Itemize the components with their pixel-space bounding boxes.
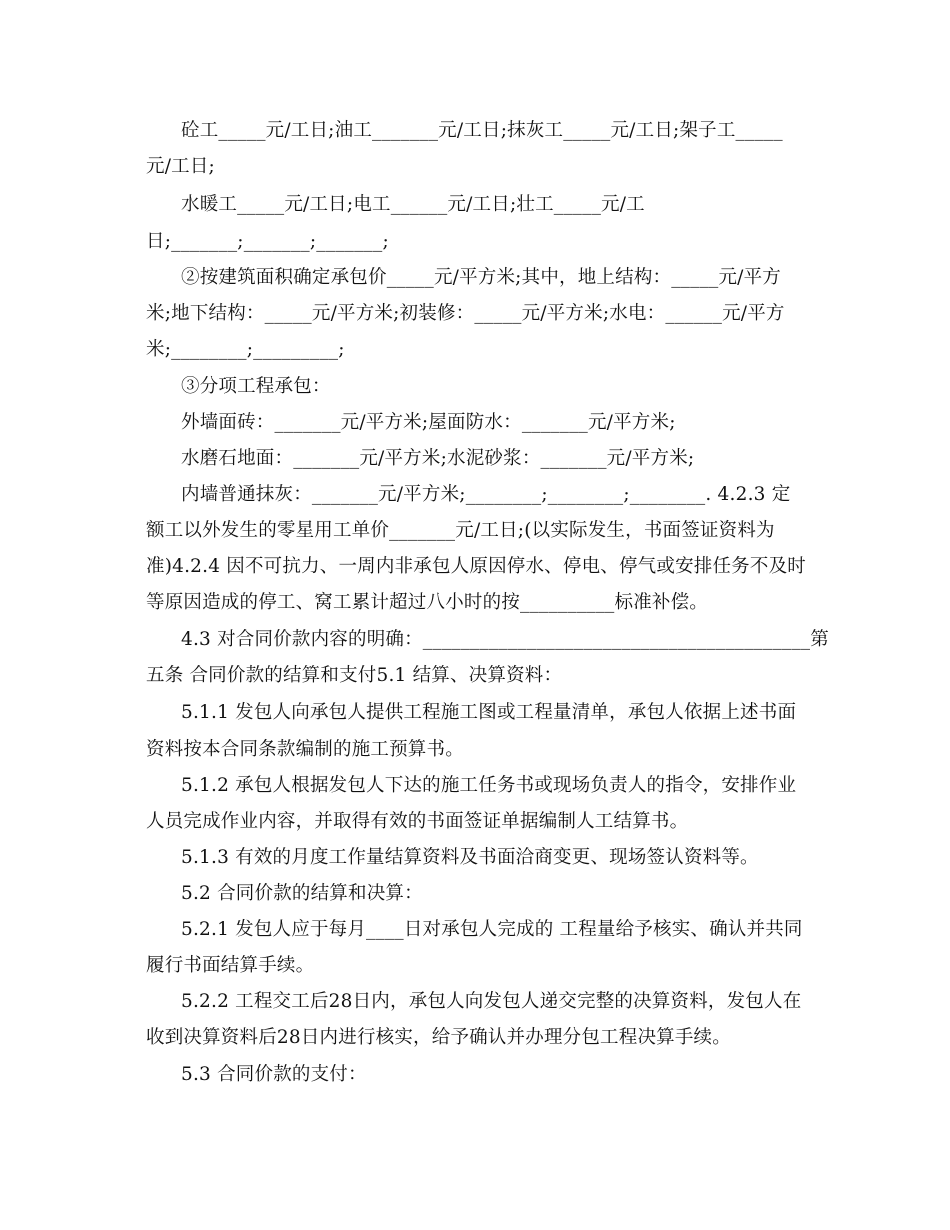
- text-line: 米;________;_________;: [146, 339, 345, 360]
- text-line: 水暖工_____元/工日;电工______元/工日;壮工_____元/工: [181, 194, 645, 215]
- text-line: 5.1.3 有效的月度工作量结算资料及书面洽商变更、现场签认资料等。: [181, 847, 759, 868]
- text-line: 额工以外发生的零星用工单价_______元/工日;(以实际发生，书面签证资料为: [146, 520, 775, 541]
- text-line: 收到决算资料后28日内进行核实，给予确认并办理分包工程决算手续。: [146, 1027, 731, 1048]
- text-line: 等原因造成的停工、窝工累计超过八小时的按__________标准补偿。: [146, 592, 709, 613]
- text-line: 外墙面砖：_______元/平方米;屋面防水：_______元/平方米;: [181, 412, 676, 433]
- text-line: 履行书面结算手续。: [146, 955, 315, 976]
- text-line: 5.2.1 发包人应于每月____日对承包人完成的 工程量给予核实、确认并共同: [181, 919, 803, 940]
- text-line: 砼工_____元/工日;油工_______元/工日;抹灰工_____元/工日;架子工_____: [181, 120, 783, 141]
- text-line: 日;_______;_______;_______;: [146, 231, 389, 252]
- text-line: ②按建筑面积确定承包价_____元/平方米;其中，地上结构：_____元/平方: [181, 267, 782, 288]
- text-line: 水磨石地面：_______元/平方米;水泥砂浆：_______元/平方米;: [181, 448, 695, 469]
- text-line: 4.3 对合同价款内容的明确：_________________________________________第: [181, 629, 829, 650]
- text-line: 5.3 合同价款的支付：: [181, 1064, 367, 1085]
- text-line: 内墙普通抹灰：_______元/平方米;________;________;________. 4.2.3 定: [181, 484, 791, 505]
- text-line: 5.1.1 发包人向承包人提供工程施工图或工程量清单，承包人依据上述书面: [181, 702, 797, 723]
- text-line: 5.2.2 工程交工后28日内，承包人向发包人递交完整的决算资料，发包人在: [181, 991, 802, 1012]
- text-line: 准)4.2.4 因不可抗力、一周内非承包人原因停水、停电、停气或安排任务不及时: [146, 556, 806, 577]
- text-line: 人员完成作业内容，并取得有效的书面签证单据编制人工结算书。: [146, 811, 689, 832]
- text-line: 资料按本合同条款编制的施工预算书。: [146, 739, 464, 760]
- text-line: 5.2 合同价款的结算和决算：: [181, 883, 423, 904]
- text-line: ③分项工程承包：: [181, 376, 331, 397]
- text-line: 五条 合同价款的结算和支付5.1 结算、决算资料：: [146, 665, 563, 686]
- text-line: 5.1.2 承包人根据发包人下达的施工任务书或现场负责人的指令，安排作业: [181, 775, 797, 796]
- text-line: 米;地下结构：_____元/平方米;初装修：_____元/平方米;水电：______元/平方: [146, 303, 785, 324]
- text-line: 元/工日;: [146, 156, 215, 177]
